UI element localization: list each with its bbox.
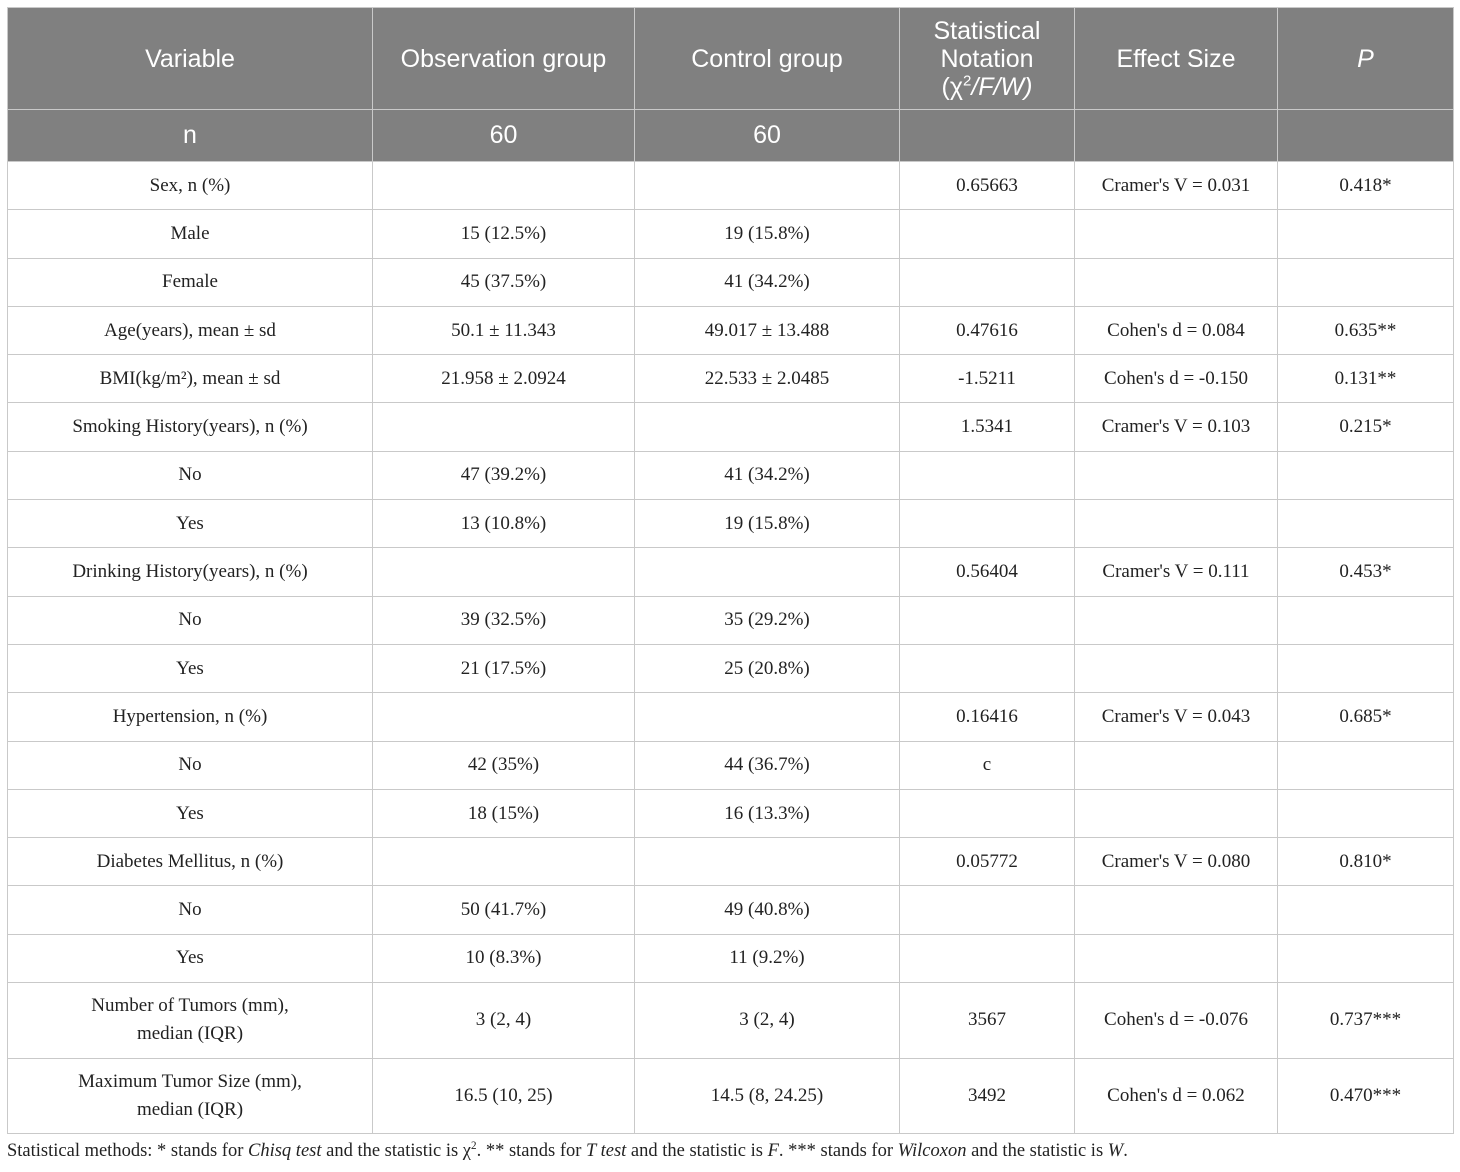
header-effect-size: Effect Size [1075, 8, 1278, 110]
cell-control: 41 (34.2%) [635, 451, 900, 499]
cell-observation [373, 838, 635, 886]
baseline-characteristics-table [7, 7, 1454, 1134]
cell-effect-size: Cohen's d = 0.084 [1075, 306, 1278, 354]
cell-effect-size: Cramer's V = 0.111 [1075, 548, 1278, 596]
cell-variable: No [8, 741, 373, 789]
table-row [8, 886, 1454, 934]
cell-statistic [900, 934, 1075, 982]
cell-observation: 18 (15%) [373, 789, 635, 837]
cell-variable: Drinking History(years), n (%) [8, 548, 373, 596]
cell-statistic [900, 886, 1075, 934]
cell-control: 3 (2, 4) [635, 983, 900, 1059]
cell-p-value [1278, 886, 1454, 934]
cell-observation: 50.1 ± 11.343 [373, 306, 635, 354]
cell-control: 11 (9.2%) [635, 934, 900, 982]
cell-variable: Yes [8, 500, 373, 548]
cell-effect-size [1075, 210, 1278, 258]
table-row [8, 1058, 1454, 1134]
table-row [8, 983, 1454, 1059]
cell-variable: Yes [8, 934, 373, 982]
cell-observation: 15 (12.5%) [373, 210, 635, 258]
cell-statistic: 0.05772 [900, 838, 1075, 886]
cell-statistic [900, 644, 1075, 692]
cell-control: 19 (15.8%) [635, 500, 900, 548]
cell-effect-size [1075, 644, 1278, 692]
cell-effect-size: Cohen's d = -0.150 [1075, 355, 1278, 403]
cell-statistic: 0.47616 [900, 306, 1075, 354]
cell-control [635, 548, 900, 596]
table-row [8, 644, 1454, 692]
cell-p-value: 0.635** [1278, 306, 1454, 354]
cell-variable: No [8, 596, 373, 644]
cell-p-value [1278, 500, 1454, 548]
cell-effect-size [1075, 500, 1278, 548]
table-row [8, 548, 1454, 596]
cell-p-value [1278, 741, 1454, 789]
cell-control [635, 838, 900, 886]
cell-p-value: 0.131** [1278, 355, 1454, 403]
table-header [8, 8, 1454, 162]
header-row [8, 8, 1454, 110]
cell-p-value: 0.453* [1278, 548, 1454, 596]
cell-effect-size [1075, 789, 1278, 837]
cell-p-value: 0.737*** [1278, 983, 1454, 1059]
cell-control: 49.017 ± 13.488 [635, 306, 900, 354]
cell-effect-size [1075, 886, 1278, 934]
cell-observation: 39 (32.5%) [373, 596, 635, 644]
cell-effect-size [1075, 934, 1278, 982]
cell-observation: 16.5 (10, 25) [373, 1058, 635, 1134]
table-row [8, 789, 1454, 837]
n-control: 60 [635, 110, 900, 162]
cell-effect-size: Cramer's V = 0.043 [1075, 693, 1278, 741]
cell-variable: Age(years), mean ± sd [8, 306, 373, 354]
table-row [8, 741, 1454, 789]
cell-control [635, 693, 900, 741]
table-row [8, 596, 1454, 644]
cell-p-value: 0.685* [1278, 693, 1454, 741]
cell-observation: 21.958 ± 2.0924 [373, 355, 635, 403]
cell-control [635, 162, 900, 210]
table-footnote: Statistical methods: * stands for Chisq test and the statistic is $\chi^2$. ** stands for T test and the statistic is F. *** stands for Wilcoxon and the statistic is W. [7, 1139, 1128, 1161]
cell-statistic: 1.5341 [900, 403, 1075, 451]
table-row [8, 403, 1454, 451]
cell-variable: Yes [8, 789, 373, 837]
cell-control: 14.5 (8, 24.25) [635, 1058, 900, 1134]
cell-variable: BMI(kg/m²), mean ± sd [8, 355, 373, 403]
cell-effect-size [1075, 596, 1278, 644]
cell-p-value [1278, 210, 1454, 258]
cell-effect-size: Cohen's d = -0.076 [1075, 983, 1278, 1059]
cell-control: 16 (13.3%) [635, 789, 900, 837]
cell-statistic [900, 210, 1075, 258]
n-observation: 60 [373, 110, 635, 162]
cell-p-value [1278, 644, 1454, 692]
header-observation-group: Observation group [373, 8, 635, 110]
cell-variable: Male [8, 210, 373, 258]
cell-effect-size: Cohen's d = 0.062 [1075, 1058, 1278, 1134]
cell-variable: Hypertension, n (%) [8, 693, 373, 741]
cell-variable: No [8, 886, 373, 934]
cell-variable: Diabetes Mellitus, n (%) [8, 838, 373, 886]
cell-statistic: 0.65663 [900, 162, 1075, 210]
cell-control: 19 (15.8%) [635, 210, 900, 258]
cell-p-value [1278, 451, 1454, 499]
cell-statistic [900, 789, 1075, 837]
cell-p-value: 0.215* [1278, 403, 1454, 451]
cell-control: 44 (36.7%) [635, 741, 900, 789]
cell-control: 41 (34.2%) [635, 258, 900, 306]
cell-variable: No [8, 451, 373, 499]
table-body [8, 162, 1454, 1134]
header-statistical-notation [900, 8, 1075, 110]
cell-statistic [900, 596, 1075, 644]
cell-effect-size [1075, 451, 1278, 499]
n-p [1278, 110, 1454, 162]
cell-variable: Female [8, 258, 373, 306]
cell-observation: 47 (39.2%) [373, 451, 635, 499]
cell-p-value: 0.810* [1278, 838, 1454, 886]
cell-effect-size: Cramer's V = 0.080 [1075, 838, 1278, 886]
cell-statistic [900, 451, 1075, 499]
cell-observation: 21 (17.5%) [373, 644, 635, 692]
n-effect [1075, 110, 1278, 162]
cell-statistic: 0.56404 [900, 548, 1075, 596]
cell-p-value [1278, 789, 1454, 837]
cell-observation: 42 (35%) [373, 741, 635, 789]
cell-observation [373, 403, 635, 451]
cell-observation: 13 (10.8%) [373, 500, 635, 548]
cell-effect-size [1075, 741, 1278, 789]
table-row [8, 838, 1454, 886]
cell-p-value [1278, 596, 1454, 644]
cell-variable: Maximum Tumor Size (mm), median (IQR) [8, 1058, 373, 1134]
cell-observation [373, 162, 635, 210]
cell-observation: 45 (37.5%) [373, 258, 635, 306]
cell-p-value [1278, 934, 1454, 982]
cell-effect-size [1075, 258, 1278, 306]
table-row [8, 306, 1454, 354]
cell-statistic: -1.5211 [900, 355, 1075, 403]
cell-p-value [1278, 258, 1454, 306]
header-statistical-line3: $(\chi^2/F/W)$ [941, 72, 1033, 101]
cell-variable: Number of Tumors (mm), median (IQR) [8, 983, 373, 1059]
table-row [8, 355, 1454, 403]
cell-statistic [900, 258, 1075, 306]
cell-statistic: c [900, 741, 1075, 789]
cell-observation: 50 (41.7%) [373, 886, 635, 934]
cell-observation: 10 (8.3%) [373, 934, 635, 982]
header-variable: Variable [8, 8, 373, 110]
cell-statistic: 0.16416 [900, 693, 1075, 741]
n-row [8, 110, 1454, 162]
cell-control: 35 (29.2%) [635, 596, 900, 644]
header-statistical-line2: Notation [940, 44, 1034, 73]
cell-control: 25 (20.8%) [635, 644, 900, 692]
cell-statistic [900, 500, 1075, 548]
table-row [8, 258, 1454, 306]
cell-control [635, 403, 900, 451]
n-label: n [8, 110, 373, 162]
cell-control: 22.533 ± 2.0485 [635, 355, 900, 403]
cell-variable: Yes [8, 644, 373, 692]
cell-observation [373, 693, 635, 741]
table-row [8, 210, 1454, 258]
table-row [8, 500, 1454, 548]
cell-observation [373, 548, 635, 596]
cell-statistic: 3567 [900, 983, 1075, 1059]
cell-p-value: 0.470*** [1278, 1058, 1454, 1134]
header-statistical-line1: Statistical [933, 16, 1041, 45]
cell-statistic: 3492 [900, 1058, 1075, 1134]
cell-effect-size: Cramer's V = 0.103 [1075, 403, 1278, 451]
cell-variable: Smoking History(years), n (%) [8, 403, 373, 451]
cell-variable: Sex, n (%) [8, 162, 373, 210]
table-row [8, 451, 1454, 499]
cell-p-value: 0.418* [1278, 162, 1454, 210]
header-control-group: Control group [635, 8, 900, 110]
cell-control: 49 (40.8%) [635, 886, 900, 934]
table-row [8, 693, 1454, 741]
table-row [8, 162, 1454, 210]
cell-observation: 3 (2, 4) [373, 983, 635, 1059]
cell-effect-size: Cramer's V = 0.031 [1075, 162, 1278, 210]
n-stat [900, 110, 1075, 162]
table-row [8, 934, 1454, 982]
header-p-value: P [1278, 8, 1454, 110]
